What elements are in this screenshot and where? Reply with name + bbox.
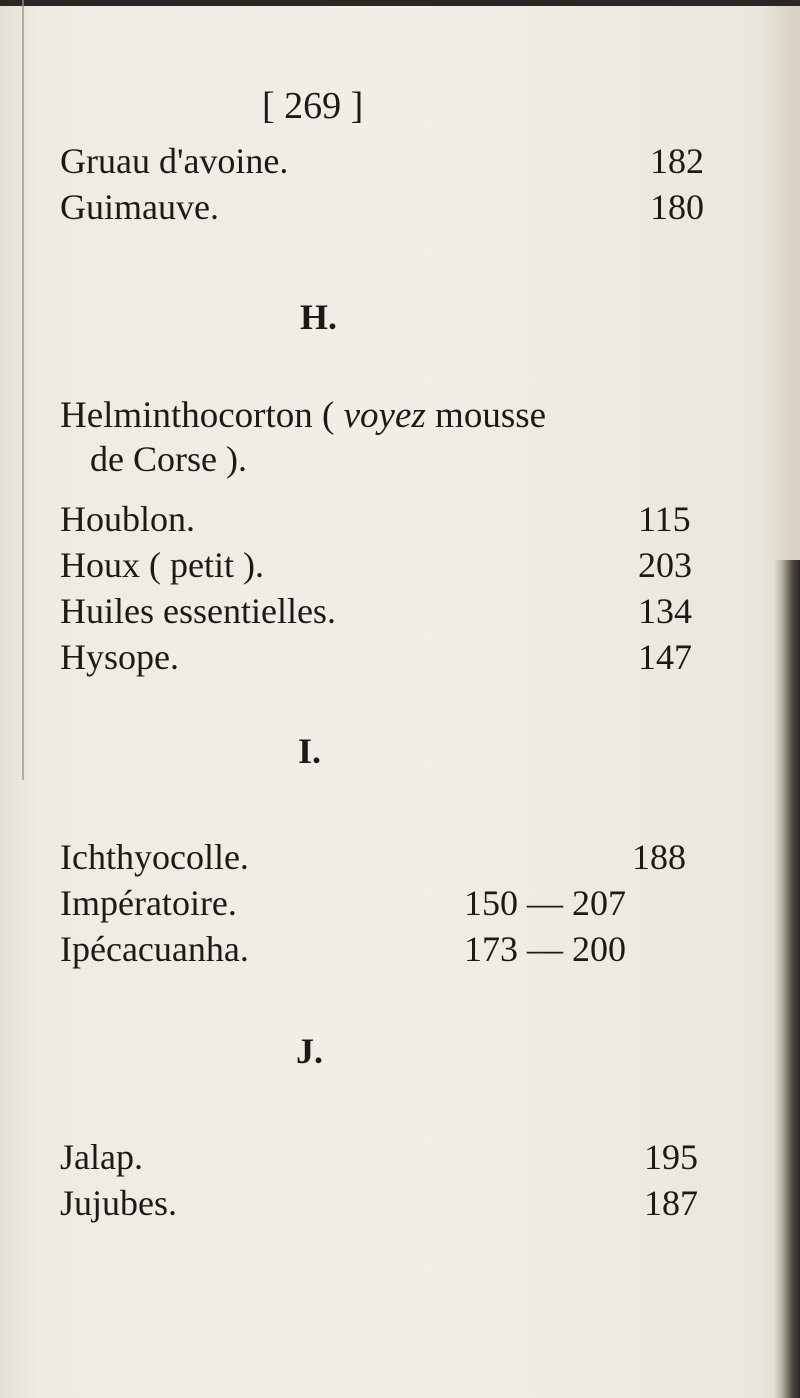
entry-term: Houx ( petit ). — [60, 545, 264, 585]
entry-term: Jujubes. — [60, 1183, 177, 1223]
entry-pages: 150 — 207 — [464, 883, 626, 923]
section-letter: I. — [298, 731, 322, 771]
entry-term: Helminthocorton — [60, 395, 313, 436]
entry-pages: 115 — [638, 499, 691, 539]
reference-target: mousse — [435, 395, 547, 436]
entry-pages: 147 — [638, 637, 692, 677]
entry-term: Guimauve. — [60, 187, 219, 227]
cross-reference: Helminthocorton ( voyez mousse — [60, 395, 547, 436]
page-top-edge — [0, 0, 800, 6]
entry-term: Jalap. — [60, 1137, 143, 1177]
entry-term: Huiles essentielles. — [60, 591, 336, 631]
page-right-edge — [774, 560, 800, 1398]
entry-pages: 195 — [644, 1137, 698, 1177]
entry-term: Gruau d'avoine. — [60, 141, 289, 181]
entry-pages: 182 — [650, 141, 704, 181]
reference-continuation: de Corse ). — [90, 439, 247, 479]
section-letter: J. — [296, 1031, 323, 1071]
entry-term: Impératoire. — [60, 883, 237, 923]
page-number: [ 269 ] — [262, 85, 364, 127]
entry-pages: 187 — [644, 1183, 698, 1223]
entry-pages: 203 — [638, 545, 692, 585]
entry-pages: 188 — [632, 837, 686, 877]
page-gutter — [22, 0, 24, 780]
entry-term: Hysope. — [60, 637, 179, 677]
entry-term: Ichthyocolle. — [60, 837, 249, 877]
see-word: voyez — [343, 395, 426, 436]
entry-pages: 180 — [650, 187, 704, 227]
entry-term: Ipécacuanha. — [60, 929, 249, 969]
section-letter: H. — [300, 297, 338, 337]
entry-term: Houblon. — [60, 499, 195, 539]
entry-pages: 134 — [638, 591, 692, 631]
entry-pages: 173 — 200 — [464, 929, 626, 969]
